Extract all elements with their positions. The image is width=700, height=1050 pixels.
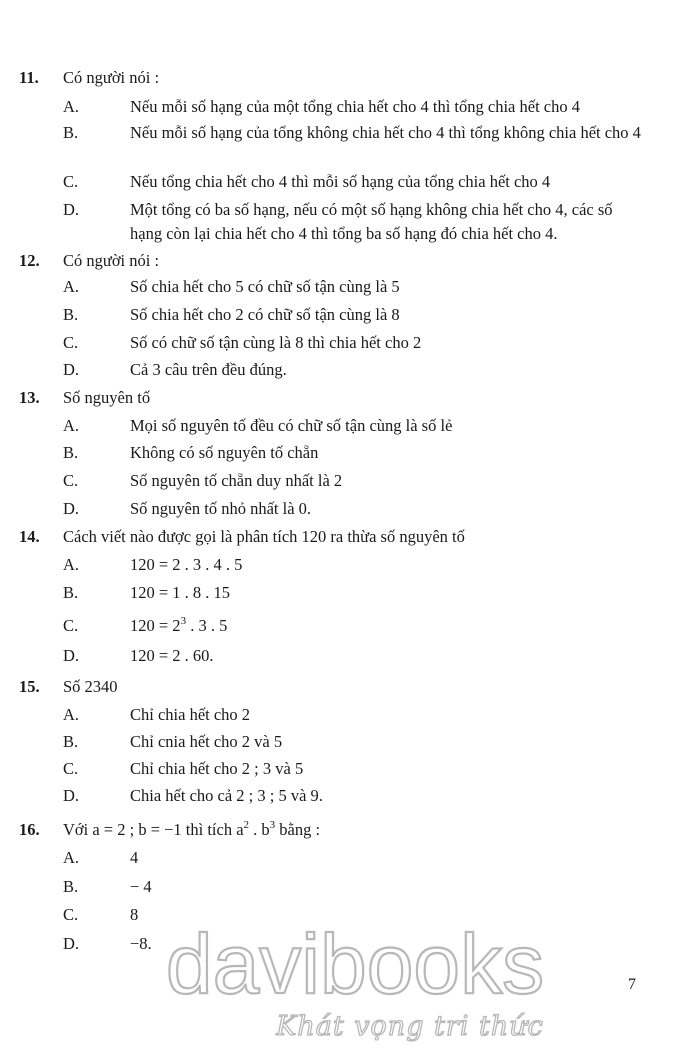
option-text: Nếu mỗi số hạng của tổng không chia hết cho 4 thì tổng không chia hết cho 4 <box>130 123 641 142</box>
option-text: Một tổng có ba số hạng, nếu có một số hạng không chia hết cho 4, các số hạng còn lại chia hết cho 4 thì tổng ba số hạng đó chia hết cho 4. <box>130 200 613 243</box>
formula-exponent: 3 <box>269 819 276 831</box>
option-letter: D. <box>63 646 80 665</box>
question-stem: Có người nói : <box>63 251 160 270</box>
stem-part: Với a = 2 ; b = −1 thì tích a <box>63 820 244 839</box>
formula-base: 120 = 2 <box>130 616 181 635</box>
question-16 <box>0 818 700 842</box>
option-letter: A. <box>63 705 80 724</box>
question-stem: Số 2340 <box>63 677 118 696</box>
stem-part: . b <box>249 820 270 839</box>
formula-exponent: 2 <box>243 819 250 831</box>
option-letter: A. <box>63 97 80 116</box>
option-text: Không có số nguyên tố chẵn <box>130 443 319 462</box>
option-letter: A. <box>63 416 80 435</box>
question-13 <box>0 386 700 410</box>
watermark-logo <box>140 915 570 1010</box>
option-text: Số chia hết cho 5 có chữ số tận cùng là 5 <box>130 277 400 296</box>
option-letter: B. <box>63 123 79 142</box>
option-letter: C. <box>63 471 79 490</box>
option-text: Nếu mỗi số hạng của một tổng chia hết cho 4 thì tổng chia hết cho 4 <box>130 97 580 116</box>
option-text: Chỉ cnia hết cho 2 và 5 <box>130 732 283 751</box>
page-number: 7 <box>628 976 636 993</box>
question-12 <box>0 249 700 273</box>
option-letter: A. <box>63 555 80 574</box>
option-text: Chỉ chia hết cho 2 ; 3 và 5 <box>130 759 304 778</box>
option-text: Số chia hết cho 2 có chữ số tận cùng là 8 <box>130 305 400 324</box>
option-letter: B. <box>63 443 79 462</box>
question-14 <box>0 525 700 549</box>
question-number: 11. <box>19 68 39 87</box>
question-number: 15. <box>19 677 40 696</box>
question-number: 12. <box>19 251 40 270</box>
option-text: 120 = 2 . 3 . 4 . 5 <box>130 555 243 574</box>
option-letter: C. <box>63 172 79 191</box>
question-stem: Cách viết nào được gọi là phân tích 120 ra thừa số nguyên tố <box>63 527 465 546</box>
option-letter: D. <box>63 499 80 518</box>
option-text: Số có chữ số tận cùng là 8 thì chia hết cho 2 <box>130 333 422 352</box>
option-letter: C. <box>63 333 79 352</box>
option-text: 120 = 2 . 60. <box>130 646 214 665</box>
question-stem <box>63 818 660 842</box>
option-text: −8. <box>130 934 152 953</box>
option-letter: A. <box>63 277 80 296</box>
option-text: Số nguyên tố chẵn duy nhất là 2 <box>130 471 343 490</box>
option-text: Mọi số nguyên tố đều có chữ số tận cùng là số lẻ <box>130 416 453 435</box>
question-stem: Có người nói : <box>63 68 160 87</box>
option-text: 8 <box>130 905 139 924</box>
formula-rest: . 3 . 5 <box>186 616 228 635</box>
question-11 <box>0 66 700 90</box>
option-letter: C. <box>63 616 79 635</box>
formula-exponent: 3 <box>180 615 187 627</box>
option-text: Cả 3 câu trên đều đúng. <box>130 360 287 379</box>
question-number: 14. <box>19 527 40 546</box>
option-text <box>130 614 642 638</box>
option-text: 120 = 1 . 8 . 15 <box>130 583 231 602</box>
watermark-tagline <box>265 1005 555 1045</box>
option-text: Nếu tổng chia hết cho 4 thì mỗi số hạng của tổng chia hết cho 4 <box>130 172 551 191</box>
question-number: 16. <box>19 820 40 839</box>
option-letter: B. <box>63 305 79 324</box>
option-letter: B. <box>63 877 79 896</box>
option-letter: D. <box>63 360 80 379</box>
question-stem: Số nguyên tố <box>63 388 151 407</box>
stem-part: bằng : <box>275 820 321 839</box>
option-letter: C. <box>63 905 79 924</box>
option-text: Chia hết cho cả 2 ; 3 ; 5 và 9. <box>130 786 323 805</box>
question-number: 13. <box>19 388 40 407</box>
option-letter: D. <box>63 786 80 805</box>
option-letter: C. <box>63 759 79 778</box>
option-text: Chỉ chia hết cho 2 <box>130 705 251 724</box>
option-letter: D. <box>63 934 80 953</box>
option-text: − 4 <box>130 877 152 896</box>
option-text: 4 <box>130 848 139 867</box>
option-letter: A. <box>63 848 80 867</box>
option-letter: B. <box>63 583 79 602</box>
watermark-logo-text: davibooks <box>165 917 545 1010</box>
option-letter: D. <box>63 200 80 219</box>
option-text: Số nguyên tố nhỏ nhất là 0. <box>130 499 312 518</box>
question-15 <box>0 675 700 699</box>
watermark-tagline-text: Khát vọng tri thức <box>276 1011 544 1042</box>
option-letter: B. <box>63 732 79 751</box>
